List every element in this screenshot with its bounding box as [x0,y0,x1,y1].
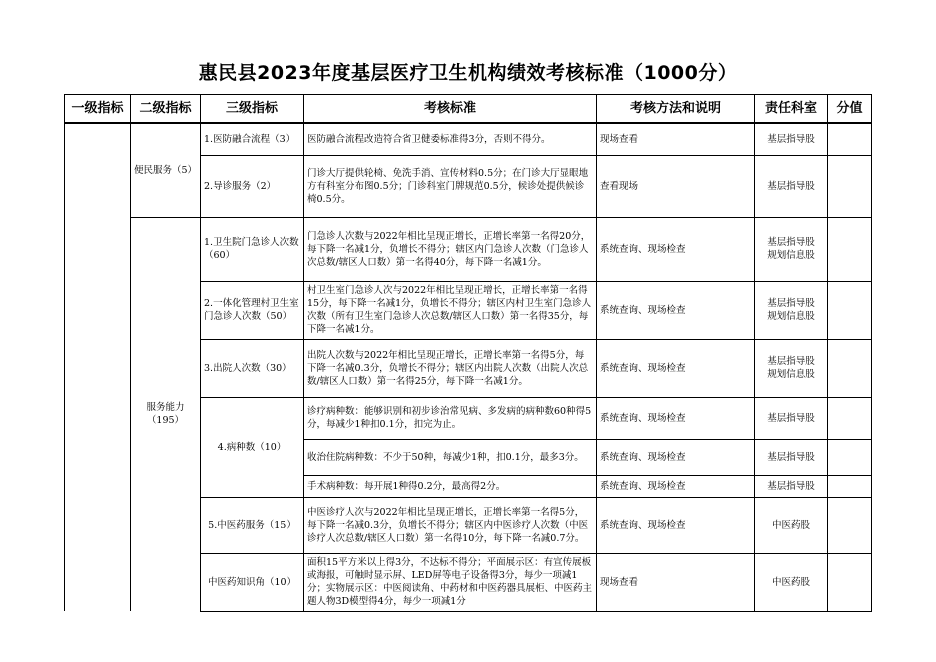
score-cell [828,553,872,611]
dept-cell: 基层指导股 [755,123,828,155]
col-header-standard: 考核标准 [304,95,597,124]
level3-cell: 1.医防融合流程（3） [201,123,304,155]
method-cell: 系统查询、现场检查 [597,497,755,553]
level3-cell: 1.卫生院门急诊人次数（60） [201,217,304,281]
col-header-score: 分值 [828,95,872,124]
dept-cell: 基层指导股 [755,397,828,439]
header-row [65,95,872,124]
method-cell: 系统查询、现场检查 [597,339,755,397]
level3-cell: 2.导诊服务（2） [201,155,304,217]
level2-cell: 便民服务（5） [131,123,201,217]
score-cell [828,397,872,439]
standard-cell: 门诊大厅提供轮椅、免洗手消、宣传材料0.5分；在门诊大厅显眼地方有科室分布图0.5分；门诊科室门牌规范0.5分，候诊处提供候诊椅0.5分。 [304,155,597,217]
level2-cell: 服务能力（195） [131,217,201,611]
dept-cell: 基层指导股 规划信息股 [755,281,828,339]
standard-cell: 中医诊疗人次与2022年相比呈现正增长，正增长率第一名得5分，每下降一名减0.3分，负增长不得分；辖区内中医诊疗人次数（中医诊疗人次总数/辖区人口数）第一名得10分，每下降一名减0.7分。 [304,497,597,553]
col-header-level2: 二级指标 [131,95,201,124]
assessment-table [64,94,872,612]
level3-cell: 3.出院人次数（30） [201,339,304,397]
table-row [65,217,872,281]
dept-cell: 基层指导股 [755,439,828,475]
score-cell [828,217,872,281]
score-cell [828,155,872,217]
dept-cell: 基层指导股 [755,155,828,217]
standard-cell: 面积15平方米以上得3分，不达标不得分；平面展示区：有宣传展板或海报，可触时显示屏、LED屏等电子设备得3分，每少一项减1分；实物展示区：中医阅读角、中药材和中医药器具展柜、中医药主题人物3D模型得4分，每少一项减1分 [304,553,597,611]
table-row [65,123,872,155]
standard-cell: 收治住院病种数：不少于50种，每减少1种，扣0.1分，最多3分。 [304,439,597,475]
col-header-level3: 三级指标 [201,95,304,124]
dept-cell: 基层指导股 规划信息股 [755,217,828,281]
method-cell: 系统查询、现场检查 [597,281,755,339]
standard-cell: 门急诊人次数与2022年相比呈现正增长，正增长率第一名得20分，每下降一名减1分，负增长不得分；辖区内门急诊人次数（门急诊人次总数/辖区人口数）第一名得40分，每下降一名减1分。 [304,217,597,281]
dept-cell: 中医药股 [755,497,828,553]
level3-cell: 4.病种数（10） [201,397,304,497]
method-cell: 查看现场 [597,155,755,217]
method-cell: 现场查看 [597,123,755,155]
col-header-dept: 责任科室 [755,95,828,124]
method-cell: 现场查看 [597,553,755,611]
level3-cell: 中医药知识角（10） [201,553,304,611]
dept-cell: 基层指导股 [755,475,828,497]
page-title: 惠民县2023年度基层医疗卫生机构绩效考核标准（1000分） [198,62,738,84]
score-cell [828,281,872,339]
standard-cell: 诊疗病种数：能够识别和初步诊治常见病、多发病的病种数60种得5分，每减少1种扣0.1分，扣完为止。 [304,397,597,439]
score-cell [828,339,872,397]
score-cell [828,123,872,155]
standard-cell: 手术病种数：每开展1种得0.2分，最高得2分。 [304,475,597,497]
method-cell: 系统查询、现场检查 [597,217,755,281]
method-cell: 系统查询、现场检查 [597,475,755,497]
dept-cell: 基层指导股 规划信息股 [755,339,828,397]
level3-cell: 5.中医药服务（15） [201,497,304,553]
score-cell [828,475,872,497]
level1-cell [65,123,131,611]
col-header-level1: 一级指标 [65,95,131,124]
col-header-method: 考核方法和说明 [597,95,755,124]
method-cell: 系统查询、现场检查 [597,397,755,439]
method-cell: 系统查询、现场检查 [597,439,755,475]
standard-cell: 村卫生室门急诊人次与2022年相比呈现正增长，正增长率第一名得15分，每下降一名减1分，负增长不得分；辖区内村卫生室门急诊人次数（所有卫生室门急诊人次总数/辖区人口数）第一名得35分，每下降一名减1分。 [304,281,597,339]
standard-cell: 出院人次数与2022年相比呈现正增长，正增长率第一名得5分，每下降一名减0.3分，负增长不得分；辖区内出院人次数（出院人次总数/辖区人口数）第一名得25分，每下降一名减1分。 [304,339,597,397]
standard-cell: 医防融合流程改造符合省卫健委标准得3分，否则不得分。 [304,123,597,155]
level3-cell: 2.一体化管理村卫生室门急诊人次数（50） [201,281,304,339]
score-cell [828,439,872,475]
score-cell [828,497,872,553]
dept-cell: 中医药股 [755,553,828,611]
